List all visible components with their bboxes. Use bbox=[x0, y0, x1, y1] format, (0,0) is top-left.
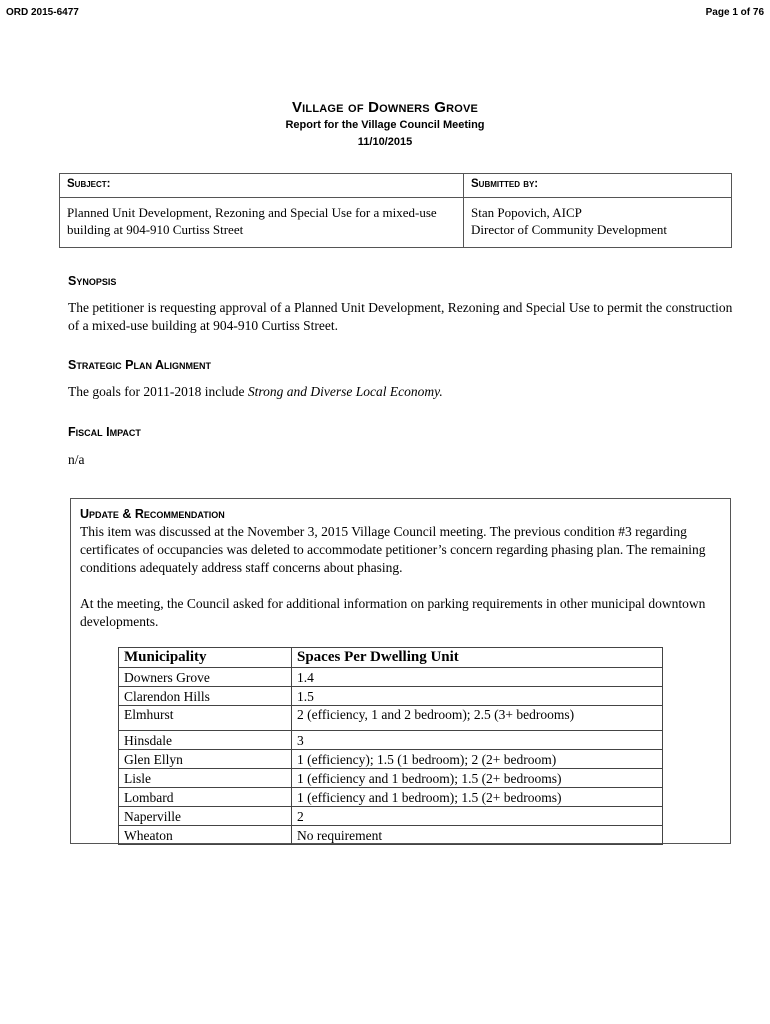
spaces-cell: 2 bbox=[292, 807, 663, 826]
synopsis-heading: Synopsis bbox=[68, 274, 117, 288]
municipality-cell: Naperville bbox=[119, 807, 292, 826]
subject-label: Subject: bbox=[60, 174, 464, 198]
municipality-cell: Clarendon Hills bbox=[119, 687, 292, 706]
table-row bbox=[119, 788, 663, 807]
submitter-name: Stan Popovich, AICP bbox=[471, 205, 582, 220]
meeting-date: 11/10/2015 bbox=[357, 136, 413, 148]
table-row bbox=[119, 731, 663, 750]
fiscal-heading: Fiscal Impact bbox=[68, 425, 141, 439]
spaces-cell: No requirement bbox=[292, 826, 663, 845]
strategic-heading: Strategic Plan Alignment bbox=[68, 358, 212, 372]
table-row bbox=[119, 668, 663, 687]
municipality-cell: Hinsdale bbox=[119, 731, 292, 750]
strategic-goal: Strong and Diverse Local Economy. bbox=[247, 384, 443, 399]
document-title: Village of Downers Grove bbox=[291, 99, 479, 116]
municipality-cell: Glen Ellyn bbox=[119, 750, 292, 769]
update-heading: Update & Recommendation bbox=[80, 507, 225, 521]
update-paragraph-1: This item was discussed at the November 3, 2015 Village Council meeting. The previous condition #3 regarding certificates of occupancies was deleted to accommodate petitioner’s concern regarding phasing plan. The remaining conditions adequately address staff concerns about phasing. bbox=[80, 524, 706, 575]
ordinance-number: ORD 2015-6477 bbox=[6, 7, 79, 18]
municipality-cell: Elmhurst bbox=[119, 706, 292, 731]
spaces-cell: 1.5 bbox=[292, 687, 663, 706]
subject-text: Planned Unit Development, Rezoning and Special Use for a mixed-use building at 904-910 Curtiss Street bbox=[60, 198, 464, 248]
parking-table bbox=[118, 647, 663, 845]
municipality-cell: Lisle bbox=[119, 769, 292, 788]
spaces-cell: 1.4 bbox=[292, 668, 663, 687]
submitter-cell bbox=[464, 198, 732, 248]
strategic-text-prefix: The goals for 2011-2018 include bbox=[68, 384, 248, 399]
submitter-title: Director of Community Development bbox=[471, 222, 668, 237]
table-row bbox=[119, 826, 663, 845]
table-row bbox=[119, 687, 663, 706]
spaces-cell: 2 (efficiency, 1 and 2 bedroom); 2.5 (3+ bedrooms) bbox=[292, 706, 663, 731]
table-row bbox=[119, 706, 663, 731]
submitted-by-label: Submitted by: bbox=[464, 174, 732, 198]
strategic-text bbox=[68, 383, 733, 401]
update-box bbox=[70, 498, 731, 844]
table-row bbox=[119, 807, 663, 826]
table-row bbox=[119, 750, 663, 769]
synopsis-text: The petitioner is requesting approval of a Planned Unit Development, Rezoning and Special Use to permit the construction of a mixed-use building at 904-910 Curtiss Street. bbox=[68, 300, 733, 333]
subject-table bbox=[59, 173, 732, 248]
spaces-cell: 3 bbox=[292, 731, 663, 750]
table-row bbox=[119, 769, 663, 788]
municipality-cell: Wheaton bbox=[119, 826, 292, 845]
fiscal-text: n/a bbox=[68, 452, 85, 467]
column-header-municipality: Municipality bbox=[119, 648, 292, 668]
column-header-spaces: Spaces Per Dwelling Unit bbox=[292, 648, 663, 668]
update-paragraph-2: At the meeting, the Council asked for additional information on parking requirements in other municipal downtown developments. bbox=[80, 596, 706, 629]
title-block bbox=[0, 99, 770, 148]
municipality-cell: Downers Grove bbox=[119, 668, 292, 687]
municipality-cell: Lombard bbox=[119, 788, 292, 807]
spaces-cell: 1 (efficiency and 1 bedroom); 1.5 (2+ bedrooms) bbox=[292, 788, 663, 807]
spaces-cell: 1 (efficiency and 1 bedroom); 1.5 (2+ bedrooms) bbox=[292, 769, 663, 788]
spaces-cell: 1 (efficiency); 1.5 (1 bedroom); 2 (2+ bedroom) bbox=[292, 750, 663, 769]
document-subtitle: Report for the Village Council Meeting bbox=[285, 119, 485, 131]
page-number: Page 1 of 76 bbox=[705, 7, 764, 18]
